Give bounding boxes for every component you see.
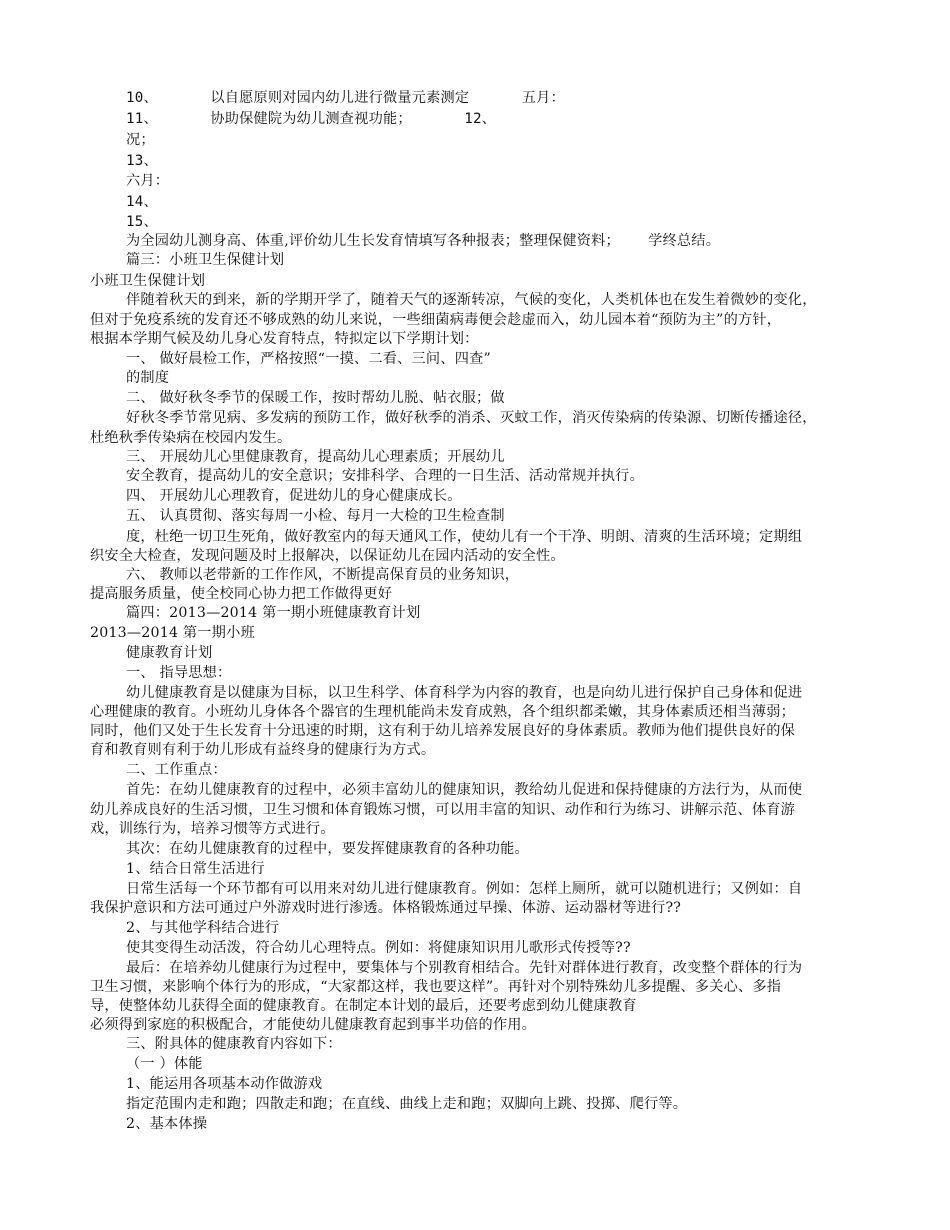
text-line: 11、 协助保健院为幼儿测查视功能； 12、	[126, 111, 497, 127]
text-line: 心理健康的教育。小班幼儿身体各个器官的生理机能尚未发育成熟，各个组织都柔嫩，其身体素质还相当薄弱；	[90, 704, 795, 720]
text-line: 提高服务质量，使全校同心协力把工作做得更好	[90, 586, 393, 602]
text-line: 况；	[126, 132, 155, 148]
text-line: 幼儿养成良好的生活习惯，卫生习惯和体育锻炼习惯，可以用丰富的知识、动作和行为练习、讲解示范、体育游	[90, 802, 795, 818]
text-line: 织安全大检查，发现问题及时上报解决，以保证幼儿在园内活动的安全性。	[90, 548, 565, 564]
document-title: 2013—2014 第一期小班	[90, 625, 255, 641]
text-line: 根据本学期气候及幼儿身心发育特点，特拟定以下学期计划：	[90, 331, 479, 347]
text-line: 二、 做好秋冬季节的保暖工作，按时帮幼儿脱、帖衣服；做	[126, 390, 505, 406]
text-line: 杜绝秋季传染病在校园内发生。	[90, 430, 292, 446]
text-line: 同时，他们又处于生长发育十分迅速的时期，这有利于幼儿培养发展良好的身体素质。教师为他们提供良好的保	[90, 723, 795, 739]
text-line: 六月：	[126, 173, 170, 189]
text-line: 我保护意识和方法可通过户外游戏时进行渗透。体格锻炼通过早操、体游、运动器材等进行??	[90, 900, 682, 916]
text-line: 戏，训练行为，培养习惯等方式进行。	[90, 821, 335, 837]
text-line: 好秋冬季节常见病、多发病的预防工作，做好秋季的消杀、灭蚊工作，消灭传染病的传染源、切断传播途径，	[126, 410, 817, 426]
text-line: 三、附具体的健康教育内容如下：	[126, 1036, 342, 1052]
text-line: 一、 做好晨检工作，严格按照“一摸、二看、三问、四查”	[126, 351, 491, 367]
text-line: 2、基本体操	[126, 1116, 208, 1132]
text-line: 五、 认真贯彻、落实每周一小检、每月一大检的卫生检查制	[126, 508, 505, 524]
text-line: 指定范围内走和跑；四散走和跑；在直线、曲线上走和跑；双脚向上跳、投掷、爬行等。	[126, 1096, 688, 1112]
text-line: 安全教育，提高幼儿的安全意识；安排科学、合理的一日生活、活动常规并执行。	[126, 468, 644, 484]
text-line: 幼儿健康教育是以健康为目标，以卫生科学、体育科学为内容的教育，也是向幼儿进行保护自己身体和促进	[126, 685, 803, 701]
text-line: 导，使整体幼儿获得全面的健康教育。在制定本计划的最后，还要考虑到幼儿健康教育	[90, 998, 637, 1014]
text-line: 14、	[126, 194, 158, 210]
text-line: 三、 开展幼儿心里健康教育，提高幼儿心理素质；开展幼儿	[126, 449, 505, 465]
text-line: 二、工作重点：	[126, 762, 227, 778]
section-heading: 篇四：2013—2014 第一期小班健康教育计划	[126, 605, 421, 621]
text-line: 卫生习惯，来影响个体行为的形成，“大家都这样，我也要这样”。再针对个别特殊幼儿多提醒、多关心、多指	[90, 979, 782, 995]
text-line: 但对于免疫系统的发育还不够成熟的幼儿来说，一些细菌病毒便会趁虚而入，幼儿园本着“预防为主”的方针，	[90, 312, 782, 328]
text-line: 六、 教师以老带新的工作作风，不断提高保育员的业务知识，	[126, 567, 520, 583]
text-line: 1、能运用各项基本动作做游戏	[126, 1076, 323, 1092]
text-line: 2、与其他学科结合进行	[126, 920, 280, 936]
text-line: 日常生活每一个环节都有可以用来对幼儿进行健康教育。例如：怎样上厕所，就可以随机进行；又例如：自	[126, 881, 803, 897]
text-line: 一、 指导思想：	[126, 665, 232, 681]
text-line: 15、	[126, 214, 158, 230]
text-line: 最后：在培养幼儿健康行为过程中，要集体与个别教育相结合。先针对群体进行教育，改变整个群体的行为	[126, 960, 803, 976]
document-subtitle: 健康教育计划	[126, 645, 213, 661]
text-line: 伴随着秋天的到来，新的学期开学了，随着天气的逐渐转凉，气候的变化，人类机体也在发生着微妙的变化，	[126, 292, 817, 308]
text-line: 10、 以自愿原则对园内幼儿进行微量元素测定 五月：	[126, 90, 565, 106]
text-line: 为全园幼儿测身高、体重,评价幼儿生长发育情填写各种报表；整理保健资料； 学终总结。	[126, 233, 721, 249]
text-line: 其次：在幼儿健康教育的过程中，要发挥健康教育的各种功能。	[126, 841, 529, 857]
text-line: 首先：在幼儿健康教育的过程中，必须丰富幼儿的健康知识，教给幼儿促进和保持健康的方法行为，从而使	[126, 782, 803, 798]
text-line: 育和教育则有利于幼儿形成有益终身的健康行为方式。	[90, 742, 436, 758]
text-line: 四、 开展幼儿心理教育，促进幼儿的身心健康成长。	[126, 488, 462, 504]
text-line: 必须得到家庭的积极配合，才能使幼儿健康教育起到事半功倍的作用。	[90, 1017, 537, 1033]
text-line: 13、	[126, 153, 158, 169]
text-line: 1、结合日常生活进行	[126, 861, 265, 877]
text-line: 的制度	[126, 370, 170, 386]
document-title: 小班卫生保健计划	[90, 273, 206, 289]
text-line: （一 ）体能	[126, 1056, 203, 1072]
text-line: 使其变得生动活泼，符合幼儿心理特点。例如：将健康知识用儿歌形式传授等??	[126, 940, 631, 956]
text-line: 度，杜绝一切卫生死角，做好教室内的每天通风工作，使幼儿有一个干净、明朗、清爽的生活环境；定期组	[126, 529, 803, 545]
section-heading: 篇三：小班卫生保健计划	[126, 252, 285, 268]
